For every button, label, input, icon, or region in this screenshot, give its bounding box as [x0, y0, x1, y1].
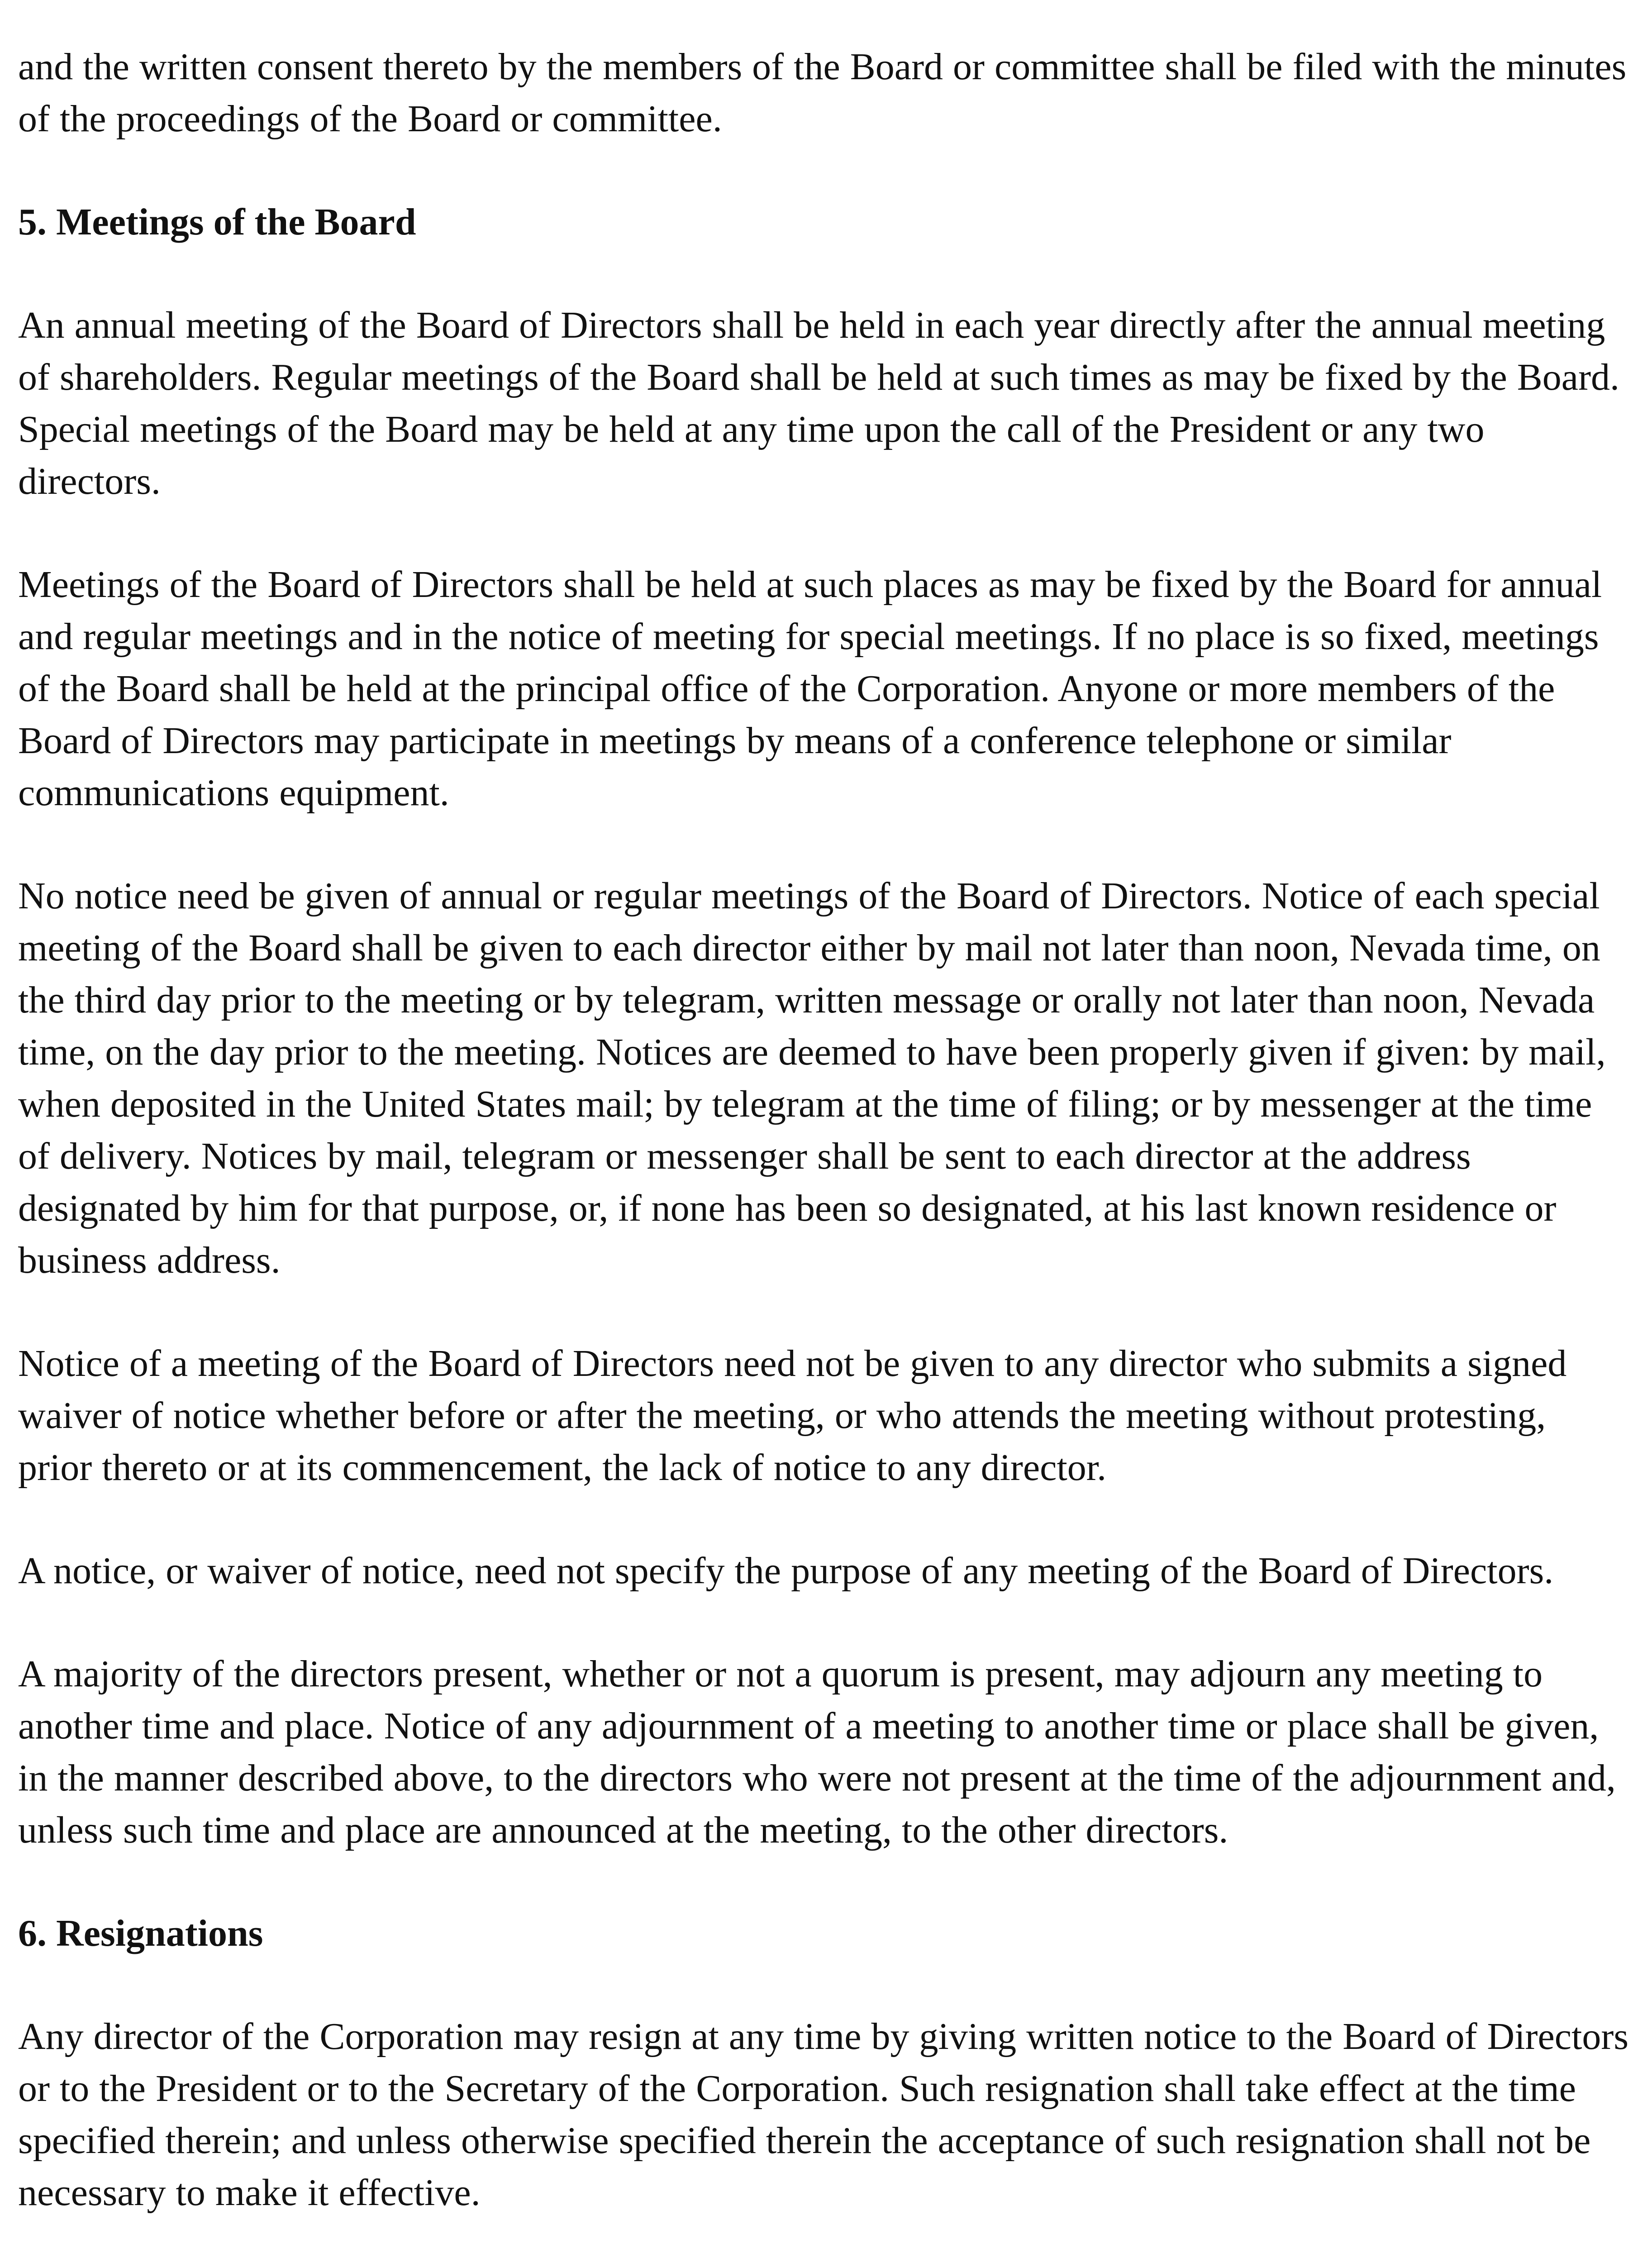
paragraph-resignation: Any director of the Corporation may resign at any time by giving written notice to the Board of Directors or to the President or to the Secretary of the Corporation. Such resignation shall take effect at the time specified therein; and unless otherwise specified therein the acceptance of such resignation shall not be necessary to make it effective.	[18, 2015, 1629, 2214]
section-heading-resignations: 6. Resignations	[18, 1912, 263, 1954]
paragraph-adjournment: A majority of the directors present, whether or not a quorum is present, may adjourn any meeting to another time and place. Notice of any adjournment of a meeting to another time or place shall be given, in the manner described above, to the directors who were not present at the time of the adjournment and, unless such time and place are announced at the meeting, to the other directors.	[18, 1653, 1616, 1851]
section-heading-meetings: 5. Meetings of the Board	[18, 201, 416, 243]
paragraph-meeting-places: Meetings of the Board of Directors shall be held at such places as may be fixed by the Board for annual and regular meetings and in the notice of meeting for special meetings. If no place is so fixed, meetings of the Board shall be held at the principal office of the Corporation. Anyone or more members of the Board of Directors may participate in meetings by means of a conference telephone or similar communications equipment.	[18, 563, 1602, 814]
paragraph-notice-requirements: No notice need be given of annual or regular meetings of the Board of Directors. Notice of each special meeting of the Board shall be given to each director either by mail not later than noon, Nevada time, on the third day prior to the meeting or by telegram, written message or orally not later than noon, Nevada time, on the day prior to the meeting. Notices are deemed to have been properly given if given: by mail, when deposited in the United States mail; by telegram at the time of filing; or by messenger at the time of delivery. Notices by mail, telegram or messenger shall be sent to each director at the address designated by him for that purpose, or, if none has been so designated, at his last known residence or business address.	[18, 875, 1606, 1281]
paragraph-annual-meeting: An annual meeting of the Board of Directors shall be held in each year directly after the annual meeting of shareholders. Regular meetings of the Board shall be held at such times as may be fixed by the Board. Special meetings of the Board may be held at any time upon the call of the President or any two directors.	[18, 304, 1620, 502]
paragraph-waiver: Notice of a meeting of the Board of Directors need not be given to any director who submits a signed waiver of notice whether before or after the meeting, or who attends the meeting without protesting, prior thereto or at its commencement, the lack of notice to any director.	[18, 1342, 1567, 1489]
paragraph-notice-purpose: A notice, or waiver of notice, need not specify the purpose of any meeting of the Board of Directors.	[18, 1550, 1554, 1592]
paragraph-continuation: and the written consent thereto by the members of the Board or committee shall be filed with the minutes of the proceedings of the Board or committee.	[18, 46, 1627, 140]
document-body	[18, 41, 1629, 2263]
